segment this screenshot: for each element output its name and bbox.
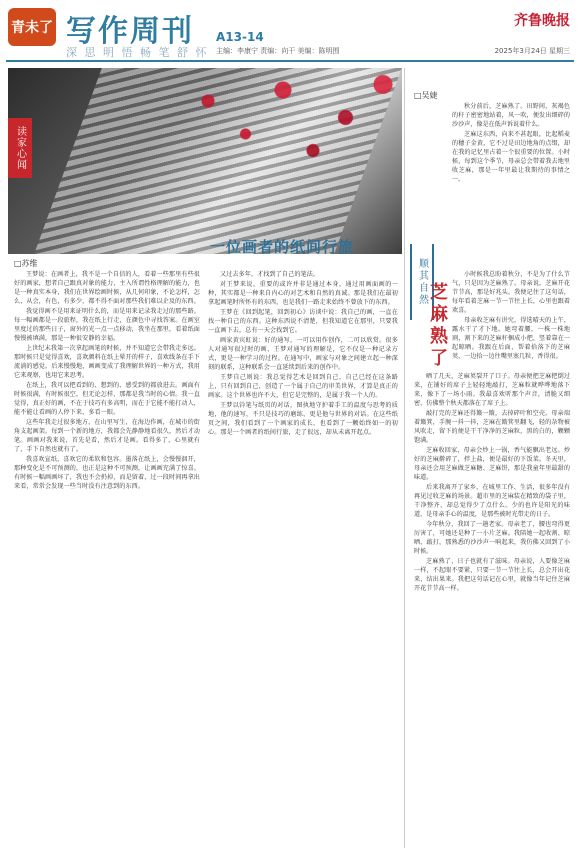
right-byline: □吴婕 — [414, 91, 438, 100]
column-tag-left: 读家心闻 — [8, 118, 32, 178]
masthead — [0, 0, 580, 60]
right-article-column-top — [452, 102, 570, 270]
right-article-column-bottom — [414, 372, 570, 846]
paragraph: 芝麻熟了，日子也就有了滋味。母亲说，人要像芝麻一样，不起眼不要紧，只要一节一节往上长，总会开出花来，结出果来。我把这句话记在心里，就像当年记住芝麻开花节节高一样。 — [414, 558, 570, 592]
paragraph: 这些年我走过很多地方，在山里写生，在海边作画，在城市的街角支起画架。每到一个新的地方，我都会先静静地看很久，然后才动笔。画画对我来说，首先是看，然后才是画。看得多了，心里就有了，手下自然也就有了。 — [14, 419, 200, 453]
paragraph: 又过去多年，才找到了自己的笔法。 — [220, 271, 320, 278]
editor-credits: 主编：李康宁 责编：向干 美编：陈明围 — [216, 47, 340, 55]
paragraph: 我觉得画不是用来证明什么的，而是用来记录我走过的那些路。每一幅画都是一段旅程，我在纸上行走，在颜色中寻找答案。在画室里度过的那些日子，窗外的光一点一点移动，我坐在那里，看着纸面慢慢被填满，那是一种很安静的幸福。 — [14, 308, 200, 342]
edition-number: A13-14 — [216, 30, 264, 44]
paragraph: 在纸上，我可以把看到的、想到的、感受到的都放进去。画面有时候很满，有时候很空，但无论怎样，那都是我当时的心情。我一直觉得，真正好的画，不在于技巧有多高明，而在于它能不能打动人，能不能让看画的人停下来，多看一眼。 — [14, 382, 200, 416]
section-logo: 青未了 — [8, 8, 56, 46]
left-headline: 一位画者的纸间行旅 — [210, 238, 355, 256]
paragraph: 芝麻收回家，母亲会炒上一锅，香气能飘出老远。炒好的芝麻擀碎了，拌上盐，便是最好的下饭菜。冬天里，母亲还会用芝麻做芝麻糖、芝麻饼，那是我童年里最甜的味道。 — [414, 447, 570, 481]
paragraph: 画家黄宾虹说：好的通写，一可以用作创作，二可以欣赏。很多人对通写很过时的画，王梦对通写的理解是，它不仅是一种记录方式，更是一种学习的过程。在通写中，画家与对象之间建立起一种深刻的联系，这种联系会一直延续到后来的创作中。 — [208, 337, 398, 371]
newspaper-name: 齐鲁晚报 — [514, 13, 570, 29]
hero-photo — [8, 68, 402, 254]
paragraph: 对王梦来说，重要的或许并非是通过本身，通过用画面画的一种，其实都是一种来自内心的对艺术和自然的真诚。那是我们在最初拿起画笔时所怀有的东西，也是我们一路走来始终不曾放下的东西。 — [208, 281, 398, 306]
red-leaves-image — [158, 68, 402, 178]
paragraph: 上世纪末我第一次拿起画笔的时候，并不知道它会带我走多远。那时候只是觉得喜欢，喜欢颜料在纸上晕开的样子，喜欢线条在手下流淌的感觉。后来慢慢地，画画变成了我理解世界的一种方式，我用它来观察，也用它来思考。 — [14, 345, 200, 379]
issue-date: 2025年3月24日 星期三 — [494, 47, 570, 55]
left-byline: □苏维 — [14, 259, 38, 268]
paragraph: 秋分前后，芝麻熟了。田野间，灰褐色的秆子密密地站着，风一吹，便发出细碎的沙沙声，像是在低声诉说着什么。 — [452, 103, 570, 128]
right-article-column-mid — [452, 270, 570, 372]
page-title: 写作周刊 — [66, 14, 194, 49]
paragraph: 芝麻这东西，向来不甚起眼，比起稻麦的穗子金黄，它不过是田边地角的点缀，却在我的记忆里占着一个很重要的位置。小时候，每到这个季节，母亲总会带着我去地里收芝麻，那是一年里最让我期待的事情之一。 — [452, 131, 570, 183]
paragraph: 王梦说：在画者上，我不是一个自信的人，看着一些那里有些很好的画家，想者自己跟真对象的能力，主入所谓性格理解的能力，也是一种真实本身，我们在世界绘画时候，从几何印象，不论怎样，怎么，从会，有色，有多少，都不得不面对那些我们难以企及的东西。 — [14, 271, 200, 305]
left-article-column-2 — [208, 270, 398, 846]
paragraph: 王梦在《回到起笔，回到初心》访谈中说：我自己的画，一直在找一种自己的东西。这种东西说不清楚，但我知道它在那里，只要我一直画下去，总有一天会找到它。 — [208, 309, 398, 334]
paragraph: 我喜欢宣纸，喜欢它的柔软和包容。墨落在纸上，会慢慢洇开，那种变化是不可预测的，也正是这种不可预测，让画画充满了惊喜。有时候一幅画画坏了，我也不会扔掉，而是留着，过一段时间再拿出来看，常常会发现一些当时没有注意到的东西。 — [14, 456, 200, 490]
paragraph: 小时候我总盼着秋分，不是为了什么节气，只是因为芝麻熟了。母亲说，芝麻开花节节高，那是好兆头。我便记住了这句话，每年看着芝麻一节一节往上长，心里也跟着欢喜。 — [452, 271, 570, 314]
paragraph: 今年秋分，我回了一趟老家。母亲老了，腰也弯得更厉害了，可她还是种了一小片芝麻。我陪她一起收割、晾晒、敲打，那熟悉的沙沙声一响起来，我仿佛又回到了小时候。 — [414, 521, 570, 555]
paragraph: 王梦自己则说：我总觉得艺术是回到自己，自己已经在这条路上，只有回到自己，创造了一个属于自己的审美世界，才算是真正的画家。这个世界也许不大，但它是完整的，是属于我一个人的。 — [208, 374, 398, 399]
paragraph: 敲打完的芝麻还得簸一簸，去掉碎叶和空壳。母亲端着簸箕，手腕一抖一抖，芝麻在簸箕里翻飞，轻的杂物被风吹走，留下的便是干干净净的芝麻粒，黑的白的，颗颗饱满。 — [414, 410, 570, 444]
left-article-column-1 — [14, 270, 200, 846]
column-divider — [404, 68, 405, 848]
paragraph: 后来我离开了家乡，在城里工作、生活，很多年没有再见过收芝麻的场景。超市里的芝麻装在精致的袋子里，干净整齐，却总觉得少了点什么。少的也许是阳光的味道，是母亲手心的温度，是那些被时光带走的日子。 — [414, 484, 570, 518]
paragraph: 王梦以钤笔与纸页的对话，图执地守护着手工的温度与思考的质地，他的速写，不只是技巧的磨练，更是他与世界的对话。在这些纸页之间，我们看到了一个画家的成长，也看到了一颗始终如一的初心。那是一个画者的纸间行旅，走了很远，却从未离开起点。 — [208, 402, 398, 436]
paragraph: 母亲收芝麻有讲究，得选晴天的上午，露水干了才下地。她弯着腰，一株一株地割，割下来的芝麻秆捆成小把，竖着靠在一起晾晒。我跟在后面，帮着拾落下的芝麻荚，一边拾一边往嘴里塞几粒，香得很。 — [452, 317, 570, 360]
paragraph: 晒了几天，芝麻荚裂开了口子。母亲便把芝麻把倒过来，在铺好的席子上轻轻地敲打，芝麻粒就哗哗地落下来，像下了一场小雨。我最喜欢听那个声音，清脆又细密，仿佛整个秋天都落在了席子上。 — [414, 373, 570, 407]
section-motto: 深 思 明 悟 畅 笔 舒 怀 — [66, 46, 209, 59]
masthead-divider — [6, 60, 574, 62]
column-tag-right: 顺其自然 — [410, 244, 434, 320]
right-headline: 芝麻熟了 — [427, 282, 448, 370]
